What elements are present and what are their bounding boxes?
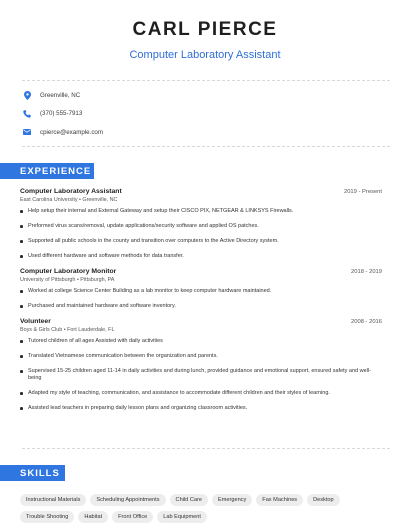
job-organization: University of Pittsburgh • Pittsburgh, PA (20, 277, 115, 283)
job-organization: Boys & Girls Club • Fort Lauderdale, FL (20, 327, 115, 333)
job-bullet: Help setup their internal and External Gateway and setup their CISCO PIX, NETGEAR & LINKSYS Firewalls. (20, 208, 382, 215)
skill-chip: Lab Equipment (157, 511, 207, 523)
contact-email-text: cpierce@example.com (40, 128, 104, 136)
contact-block (22, 80, 390, 142)
location-pin-icon (22, 90, 32, 100)
contact-email (22, 123, 390, 141)
skill-chip: Instructional Materials (20, 494, 86, 506)
resume-header (0, 0, 410, 62)
skill-chip: Desktop (307, 494, 340, 506)
job-bullet: Purchased and maintained hardware and software inventory. (20, 303, 382, 310)
divider (22, 146, 390, 147)
experience-heading: EXPERIENCE (0, 163, 94, 179)
job-bullet: Supervised 15-25 children aged 11-14 in daily activities and during lunch, provided guidance and emotional support, ensured safety and well-being (20, 368, 382, 382)
job-title: Computer Laboratory Assistant (20, 188, 122, 195)
contact-location (22, 86, 390, 104)
divider (22, 448, 390, 449)
job-bullet: Used different hardware and software methods for data transfer. (20, 253, 382, 260)
job-dates: 2019 - Present (343, 189, 382, 195)
job-entry (20, 318, 382, 412)
skill-chip: Fax Machines (256, 494, 303, 506)
job-bullet: Assisted lead teachers in preparing daily lesson plans and organizing classroom activities. (20, 405, 382, 412)
job-bullet: Worked at college Science Center Building as a lab monitor to keep computer hardware maintained. (20, 288, 382, 295)
skill-chip: Front Office (112, 511, 153, 523)
job-title: Computer Laboratory Monitor (20, 268, 117, 275)
email-icon (22, 127, 32, 137)
contact-phone-text: (370) 555-7913 (40, 110, 83, 117)
candidate-title: Computer Laboratory Assistant (129, 49, 281, 61)
contact-location-text: Greenville, NC (40, 91, 81, 99)
job-dates: 2008 - 2016 (351, 319, 382, 325)
candidate-name: CARL PIERCE (132, 19, 278, 40)
job-entry (20, 188, 382, 260)
skill-chip: Habitat (78, 511, 108, 523)
skill-chip: Trouble Shooting (20, 511, 74, 523)
skill-chip: Child Care (170, 494, 208, 506)
skills-heading: SKILLS (0, 465, 65, 481)
job-title: Volunteer (20, 318, 51, 325)
experience-section (20, 188, 382, 420)
job-bullet: Tutored children of all ages Assisted with daily activities (20, 338, 382, 345)
skill-chip: Emergency (212, 494, 252, 506)
job-entry (20, 268, 382, 310)
job-bullet: Translated Vietnamese communication between the organization and parents. (20, 353, 382, 360)
job-bullet: Adapted my style of teaching, communication, and assistance to accommodate different children and their styles of learning. (20, 390, 382, 397)
job-bullet: Preformed virus scans/removal, update applications/security software and applied OS patches. (20, 223, 382, 230)
contact-phone (22, 105, 390, 123)
skills-list (20, 494, 392, 523)
skill-chip: Scheduling Appointments (90, 494, 165, 506)
job-organization: East Carolina University • Greenville, NC (20, 197, 118, 203)
job-dates: 2018 - 2019 (351, 269, 382, 275)
job-bullet: Supported all public schools in the county and transition over computers to the Active Directory system. (20, 238, 382, 245)
phone-icon (22, 109, 32, 119)
